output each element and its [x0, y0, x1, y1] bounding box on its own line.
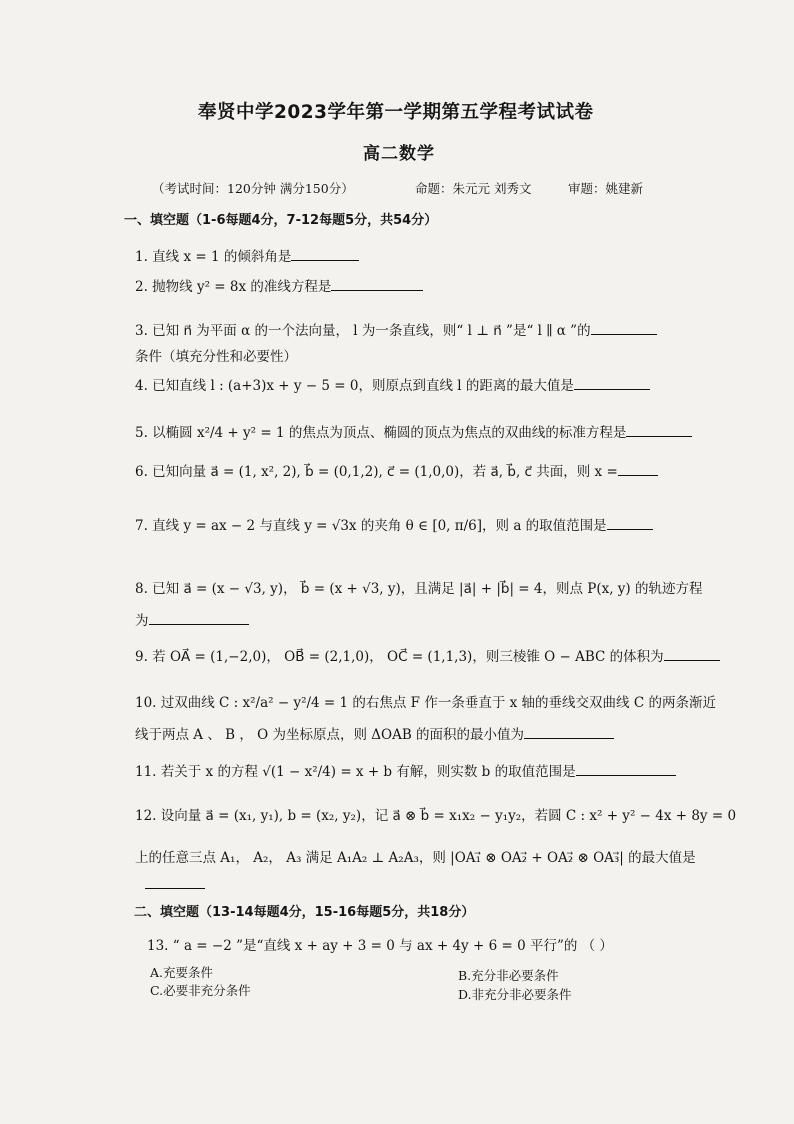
question-10: 10. 过双曲线 C : x²/a² − y²/4 = 1 的右焦点 F 作一条垂直于 x 轴的垂线交双曲线 C 的两条渐近: [135, 695, 716, 711]
question-12: 12. 设向量 a⃗ = (x₁, y₁), b = (x₂, y₂)，记 a⃗ ⊗ b⃗ = x₁x₂ − y₁y₂，若圆 C : x² + y² − 4x + 8y = 0: [135, 808, 737, 824]
question-text: 11. 若关于 x 的方程 √(1 − x²/4) = x + b 有解，则实数 b 的取值范围是: [135, 764, 576, 780]
question-8-continued: [135, 612, 249, 630]
exam-title: 奉贤中学2023学年第一学期第五学程考试试卷: [198, 102, 594, 123]
question-3: [135, 322, 657, 340]
exam-reviewer: 审题：姚建新: [568, 181, 644, 196]
option-b: B.充分非必要条件: [458, 968, 559, 983]
question-text: 3. 已知 n⃗ 为平面 α 的一个法向量， l 为一条直线，则“ l ⊥ n⃗ ”是“ l ∥ α ”的: [135, 323, 591, 339]
answer-blank: [331, 278, 423, 291]
question-6: [135, 463, 658, 481]
question-1: [135, 248, 359, 266]
question-text: 1. 直线 x = 1 的倾斜角是: [135, 249, 292, 265]
question-4: [135, 377, 650, 395]
option-a: A.充要条件: [150, 965, 214, 980]
exam-authors: 命题：朱元元 刘秀文: [415, 181, 532, 196]
exam-time-info: （考试时间：120分钟 满分150分）: [152, 181, 354, 196]
question-13: 13. “ a = −2 ”是“直线 x + ay + 3 = 0 与 ax + 4y + 6 = 0 平行”的 （ ）: [147, 938, 613, 954]
answer-blank: [524, 726, 614, 739]
question-text: 线于两点 A 、 B ， O 为坐标原点，则 ΔOAB 的面积的最小值为: [135, 727, 525, 743]
question-text: 2. 抛物线 y² = 8x 的准线方程是: [135, 279, 332, 295]
answer-blank: [576, 763, 676, 776]
answer-blank: [291, 248, 359, 261]
question-text: 6. 已知向量 a⃗ = (1, x², 2), b⃗ = (0,1,2), c⃗ = (1,0,0)，若 a⃗, b⃗, c⃗ 共面，则 x =: [135, 464, 618, 480]
question-8: 8. 已知 a⃗ = (x − √3, y)， b⃗ = (x + √3, y)，且满足 |a⃗| + |b⃗| = 4，则点 P(x, y) 的轨迹方程: [135, 581, 703, 597]
question-11: [135, 763, 676, 781]
answer-blank: [664, 648, 720, 661]
question-text: 5. 以椭圆 x²/4 + y² = 1 的焦点为顶点、椭圆的顶点为焦点的双曲线的标准方程是: [135, 425, 627, 441]
section-1-heading: 一、填空题（1-6每题4分，7-12每题5分，共54分）: [124, 213, 438, 228]
question-10-continued: [135, 726, 614, 744]
question-12-continued: 上的任意三点 A₁， A₂， A₃ 满足 A₁A₂ ⊥ A₂A₃，则 |OA₁⃗ ⊗ OA₂⃗ + OA₂⃗ ⊗ OA₃⃗| 的最大值是: [135, 850, 696, 866]
question-2: [135, 278, 423, 296]
question-text: 7. 直线 y = ax − 2 与直线 y = √3x 的夹角 θ ∈ [0, π/6]，则 a 的取值范围是: [135, 518, 607, 534]
section-2-heading: 二、填空题（13-14每题4分，15-16每题5分，共18分）: [134, 905, 475, 920]
question-7: [135, 517, 653, 535]
answer-blank: [618, 463, 658, 476]
answer-blank: [626, 424, 692, 437]
option-d: D.非充分非必要条件: [458, 987, 572, 1002]
question-9: [135, 648, 720, 666]
answer-blank: [574, 377, 650, 390]
question-5: [135, 424, 692, 442]
answer-blank: [591, 322, 657, 335]
question-text: 4. 已知直线 l : (a+3)x + y − 5 = 0，则原点到直线 l 的距离的最大值是: [135, 378, 574, 394]
answer-blank: [607, 517, 653, 530]
question-text: 9. 若 OA⃗ = (1,−2,0)， OB⃗ = (2,1,0)， OC⃗ = (1,1,3)，则三棱锥 O − ABC 的体积为: [135, 649, 664, 665]
option-c: C.必要非充分条件: [150, 983, 251, 998]
answer-blank: [145, 888, 205, 889]
answer-blank: [149, 612, 249, 625]
question-3-continued: 条件（填充分性和必要性）: [135, 349, 297, 365]
exam-subject: 高二数学: [363, 144, 435, 164]
question-text: 为: [135, 613, 149, 629]
